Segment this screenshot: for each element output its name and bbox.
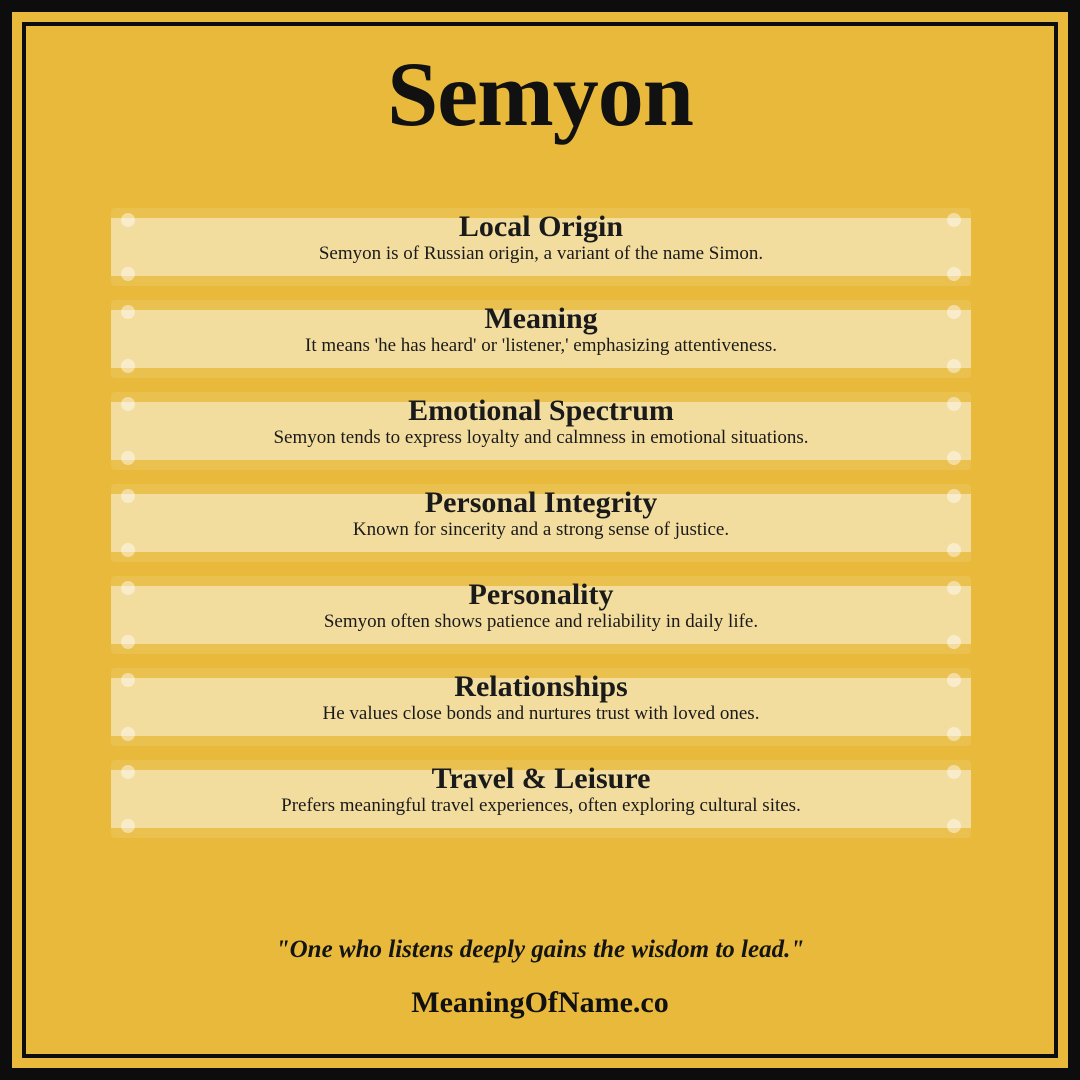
card-title: Relationships — [454, 670, 628, 703]
info-card-list — [111, 208, 971, 852]
page-title: Semyon — [387, 43, 693, 145]
card-title: Meaning — [484, 302, 598, 335]
list-item — [111, 668, 971, 746]
quote-text: "One who listens deeply gains the wisdom to lead." — [275, 936, 805, 963]
card-text — [111, 484, 971, 562]
card-description: He values close bonds and nurtures trust with loved ones. — [322, 702, 760, 724]
card-title: Travel & Leisure — [431, 762, 651, 795]
card-text — [111, 208, 971, 286]
list-item — [111, 760, 971, 838]
card-text — [111, 300, 971, 378]
card-title: Personal Integrity — [424, 486, 658, 519]
card-title: Local Origin — [458, 210, 624, 243]
card-text — [111, 668, 971, 746]
card-description: Known for sincerity and a strong sense of justice. — [352, 518, 730, 540]
card-title: Personality — [468, 578, 614, 611]
brand-watermark: MeaningOfName.co — [411, 986, 669, 1019]
list-item — [111, 392, 971, 470]
card-description: It means 'he has heard' or 'listener,' emphasizing attentiveness. — [305, 334, 777, 356]
card-description: Semyon often shows patience and reliability in daily life. — [323, 610, 759, 632]
card-title: Emotional Spectrum — [408, 394, 674, 427]
card-description: Prefers meaningful travel experiences, often exploring cultural sites. — [281, 794, 801, 816]
list-item — [111, 300, 971, 378]
card-description: Semyon is of Russian origin, a variant of the name Simon. — [318, 242, 764, 264]
card-text — [111, 576, 971, 654]
card-description: Semyon tends to express loyalty and calmness in emotional situations. — [273, 426, 809, 448]
list-item — [111, 208, 971, 286]
poster-content — [26, 26, 1054, 1054]
card-text — [111, 392, 971, 470]
list-item — [111, 576, 971, 654]
list-item — [111, 484, 971, 562]
card-text — [111, 760, 971, 838]
